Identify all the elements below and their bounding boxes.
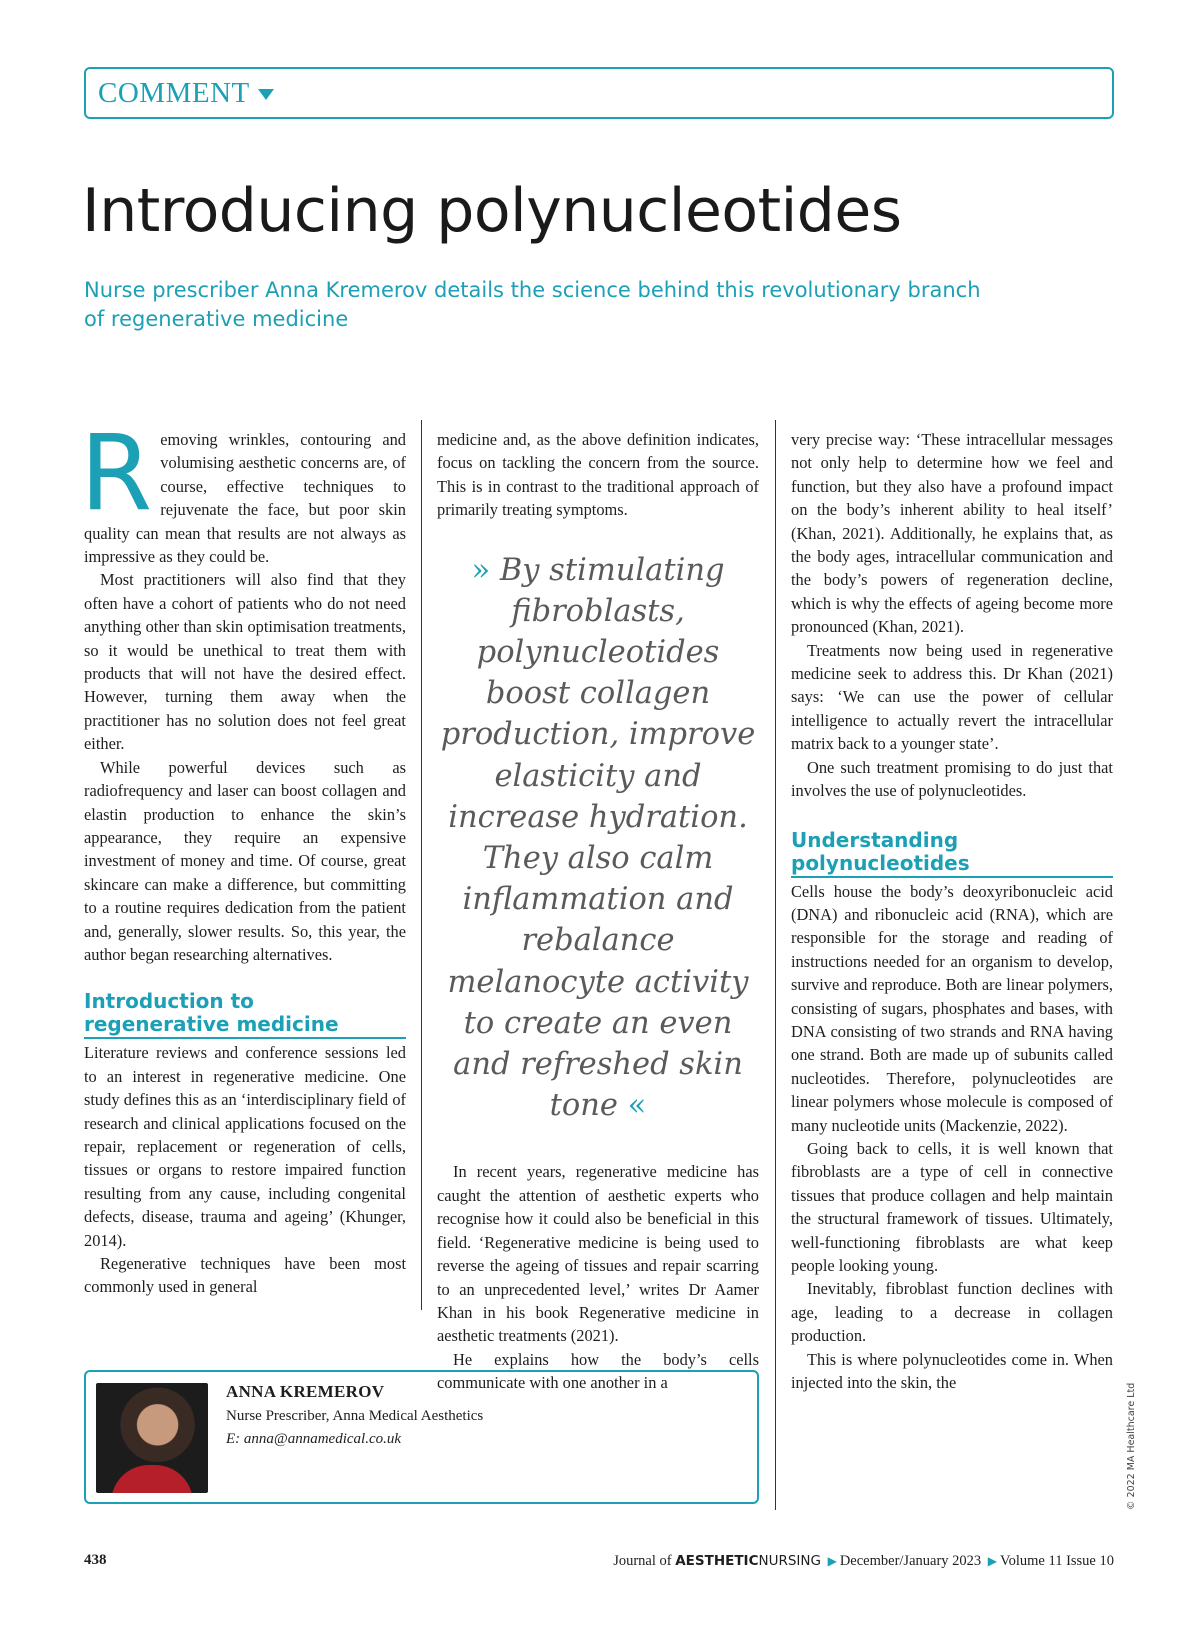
paragraph: Literature reviews and conference sessions led to an interest in regenerative medicine. One study defines this as an ‘interdisciplinary field of research and clinical applications focused on the repair, replacement or regeneration of cells, tissues or organs to restore impaired function resulting from any cause, including congenital defects, disease, trauma and ageing’ (Khunger, 2014). xyxy=(84,1043,406,1250)
column-3 xyxy=(791,428,1113,1394)
quote-close-mark: « xyxy=(627,1088,647,1124)
paragraph: One such treatment promising to do just that involves the use of polynucleotides. xyxy=(791,757,1113,801)
author-name: ANNA KREMEROV xyxy=(226,1382,385,1401)
author-box xyxy=(84,1370,759,1504)
paragraph: Regenerative techniques have been most commonly used in general xyxy=(84,1254,406,1297)
triangle-right-icon: ▶ xyxy=(827,1554,837,1568)
article-standfirst: Nurse prescriber Anna Kremerov details the science behind this revolutionary branch of regenerative medicine xyxy=(84,278,981,331)
paragraph: Removing wrinkles, contouring and volumising aesthetic concerns are, of course, effective techniques to rejuvenate the face, but poor skin quality can mean that results are not always as impressive as they could be. xyxy=(80,412,406,567)
paragraph: Most practitioners will also find that they often have a cohort of patients who do not need anything other than skin optimisation treatments, so it would be unethical to treat them with products that will not have the desired effect. However, turning them away when the practitioner has no solution does not feel great either. xyxy=(84,570,406,754)
paragraph: He explains how the body’s cells communicate with one another in a xyxy=(437,1349,759,1393)
column-divider xyxy=(775,420,776,1510)
paragraph: Treatments now being used in regenerative medicine seek to address this. Dr Khan (2021) says: ‘We can use the power of cellular intelligence to actually revert the intracellular matrix back to a younger state’. xyxy=(791,640,1113,754)
paragraph: In recent years, regenerative medicine has caught the attention of aesthetic experts who recognise how it could also be beneficial in this field. ‘Regenerative medicine is being used to reverse the ageing of tissues and repair scarring to an unprecedented level,’ writes Dr Aamer Khan in his book Regenerative medicine in aesthetic treatments (2021). xyxy=(437,1162,759,1346)
paragraph: Going back to cells, it is well known that fibroblasts are a type of cell in connective tissues that produce collagen and help maintain the structural framework of tissues. Ultimately, well-functioning fibroblasts are what keep people looking young. xyxy=(791,1138,1113,1275)
journal-brand: AESTHETIC xyxy=(675,1553,759,1569)
section-heading: Introduction to regenerative medicine xyxy=(84,990,406,1039)
section-heading: Understanding polynucleotides xyxy=(791,829,1113,878)
author-email: E: anna@annamedical.co.uk xyxy=(226,1431,402,1447)
column-1 xyxy=(80,412,406,1299)
paragraph: medicine and, as the above definition indicates, focus on tackling the concern from the source. This is in contrast to the traditional approach of primarily treating symptoms. xyxy=(437,430,759,520)
article-title: Introducing polynucleotides xyxy=(82,176,902,246)
paragraph: Inevitably, fibroblast function declines with age, leading to a decrease in collagen production. xyxy=(791,1279,1113,1346)
pull-quote xyxy=(437,550,759,1127)
column-2 xyxy=(437,428,759,1395)
author-photo xyxy=(96,1383,208,1493)
paragraph: This is where polynucleotides come in. When injected into the skin, the xyxy=(791,1349,1113,1393)
pull-quote-text: By stimulating fibroblasts, polynucleotides boost collagen production, improve elasticity and increase hydration. They also calm inflammation and rebalance melanocyte activity to create an even and refreshed skin tone xyxy=(440,552,756,1124)
quote-open-mark: » xyxy=(471,552,491,588)
journal-prefix: Journal of xyxy=(613,1553,672,1569)
section-label: COMMENT xyxy=(98,76,250,109)
triangle-down-icon xyxy=(258,89,274,100)
triangle-right-icon: ▶ xyxy=(987,1554,998,1568)
copyright-notice: © 2022 MA Healthcare Ltd xyxy=(1126,1382,1137,1510)
paragraph: While powerful devices such as radiofrequency and laser can boost collagen and elastin production to enhance the skin’s appearance, they require an expensive investment of money and time. Of course, great skincare can make a difference, but committing to a routine requires dedication from the patient and, generally, slower results. So, this year, the author began researching alternatives. xyxy=(84,757,406,964)
issue-volume: Volume 11 Issue 10 xyxy=(1000,1553,1114,1569)
section-tab xyxy=(84,67,1114,119)
issue-date: December/January 2023 xyxy=(839,1553,982,1569)
journal-footer xyxy=(613,1553,1114,1570)
paragraph: Cells house the body’s deoxyribonucleic acid (DNA) and ribonucleic acid (RNA), which are responsible for the storage and reading of instructions needed for an organism to develop, survive and reproduce. Both are linear polymers, consisting of sugars, phosphates and bases, with DNA consisting of two strands and RNA having one strand. Both are made up of subunits called nucleotides. Therefore, polynucleotides are linear polymers whose molecule is composed of many nucleotide units (Mackenzie, 2022). xyxy=(791,881,1113,1135)
paragraph: very precise way: ‘These intracellular messages not only help to determine how we feel and function, but they also have a profound impact on the body’s inherent ability to heal itself’ (Khan, 2021). Additionally, he explains that, as the body ages, intracellular communication and the body’s powers of regeneration decline, which is why the effects of ageing become more pronounced (Khan, 2021). xyxy=(791,430,1113,637)
page-number: 438 xyxy=(84,1552,107,1568)
journal-brand-light: NURSING xyxy=(758,1553,821,1569)
drop-cap: R xyxy=(80,412,153,534)
author-role: Nurse Prescriber, Anna Medical Aesthetics xyxy=(226,1408,484,1424)
column-divider xyxy=(421,420,422,1310)
